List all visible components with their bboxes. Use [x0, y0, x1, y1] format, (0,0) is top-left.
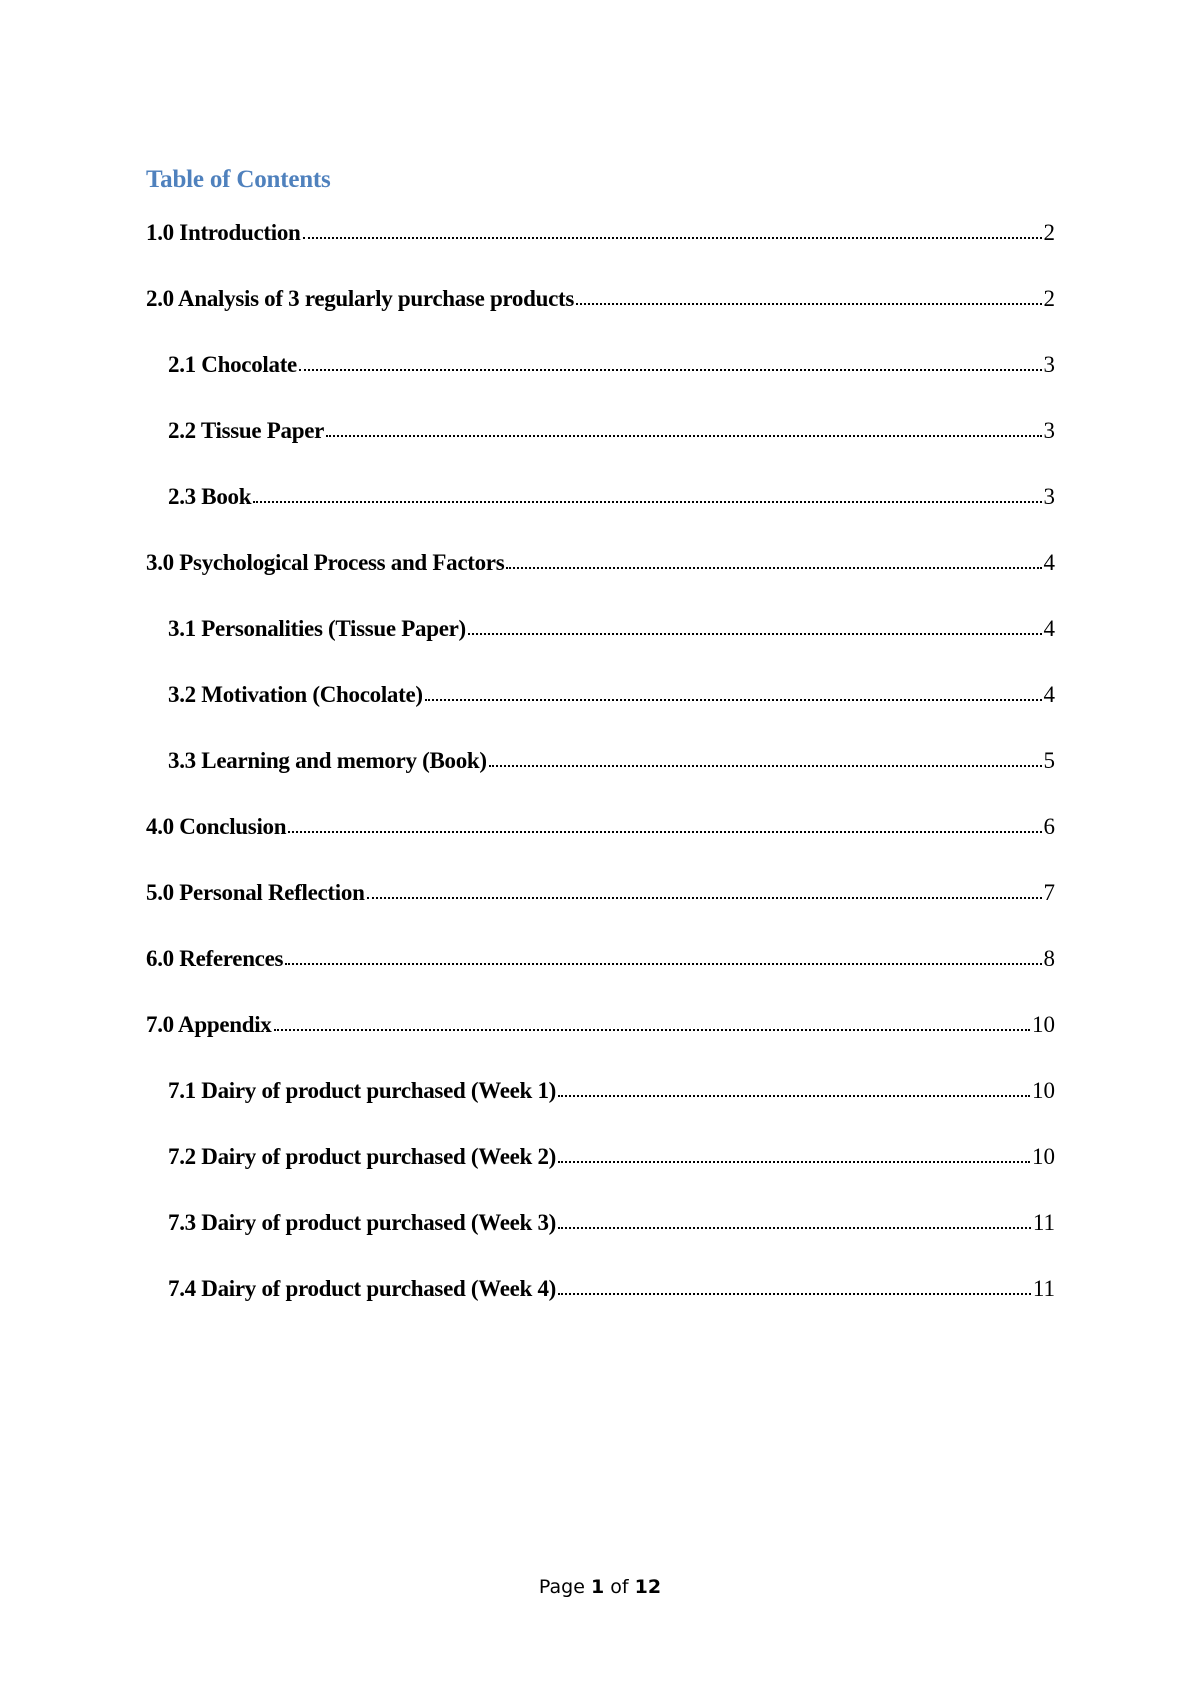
toc-entry-book[interactable] [146, 484, 1055, 550]
toc-dot-leader [285, 946, 1041, 966]
toc-entry-label: 7.4 Dairy of product purchased (Week 4) [168, 1276, 557, 1301]
toc-entry-page: 11 [1032, 1210, 1055, 1235]
toc-dot-leader [558, 1078, 1030, 1098]
toc-entry-tissue-paper[interactable] [146, 418, 1055, 484]
toc-entry-personal-reflection[interactable] [146, 880, 1055, 946]
footer-total-pages: 12 [634, 1576, 662, 1598]
toc-dot-leader [489, 748, 1042, 768]
toc-entry-psychological-process[interactable] [146, 550, 1055, 616]
toc-entry-diary-week-4[interactable] [146, 1276, 1055, 1342]
toc-dot-leader [468, 616, 1042, 636]
toc-entry-diary-week-1[interactable] [146, 1078, 1055, 1144]
toc-dot-leader [274, 1012, 1030, 1032]
toc-entry-page: 10 [1032, 1078, 1055, 1103]
toc-entry-page: 4 [1043, 616, 1055, 641]
toc-entry-page: 3 [1043, 418, 1055, 443]
toc-entry-motivation[interactable] [146, 682, 1055, 748]
toc-entry-chocolate[interactable] [146, 352, 1055, 418]
toc-dot-leader [288, 814, 1041, 834]
toc-entry-page: 3 [1043, 352, 1055, 377]
page-footer [0, 1576, 1200, 1598]
toc-entry-label: 2.2 Tissue Paper [168, 418, 325, 443]
toc-dot-leader [303, 220, 1042, 240]
toc-entry-label: 2.0 Analysis of 3 regularly purchase products [146, 286, 575, 311]
toc-entry-label: 4.0 Conclusion [146, 814, 287, 839]
toc-entry-page: 10 [1032, 1012, 1055, 1037]
toc-entry-label: 2.3 Book [168, 484, 252, 509]
toc-entry-references[interactable] [146, 946, 1055, 1012]
toc-dot-leader [253, 484, 1041, 504]
toc-dot-leader [558, 1144, 1030, 1164]
toc-entry-page: 7 [1043, 880, 1055, 905]
toc-dot-leader [558, 1276, 1031, 1296]
toc-dot-leader [367, 880, 1042, 900]
toc-entry-diary-week-3[interactable] [146, 1210, 1055, 1276]
toc-title: Table of Contents [146, 166, 331, 193]
toc-entry-page: 2 [1043, 286, 1055, 311]
footer-page-prefix: Page [538, 1576, 585, 1598]
toc-entry-label: 7.0 Appendix [146, 1012, 272, 1037]
toc-entry-page: 6 [1043, 814, 1055, 839]
toc-entry-page: 8 [1043, 946, 1055, 971]
toc-entry-label: 6.0 References [146, 946, 284, 971]
toc-dot-leader [506, 550, 1041, 570]
toc-entry-label: 3.2 Motivation (Chocolate) [168, 682, 423, 707]
toc-entry-label: 1.0 Introduction [146, 220, 301, 245]
toc-entry-page: 2 [1043, 220, 1055, 245]
toc-entry-page: 4 [1043, 550, 1055, 575]
toc-dot-leader [576, 286, 1041, 306]
toc-entry-personalities[interactable] [146, 616, 1055, 682]
toc-entry-page: 4 [1043, 682, 1055, 707]
footer-page-separator: of [610, 1576, 629, 1598]
toc-entry-label: 3.1 Personalities (Tissue Paper) [168, 616, 466, 641]
toc-entry-learning-memory[interactable] [146, 748, 1055, 814]
footer-current-page: 1 [590, 1576, 605, 1598]
toc-entry-label: 2.1 Chocolate [168, 352, 297, 377]
toc-entry-label: 3.3 Learning and memory (Book) [168, 748, 487, 773]
toc-entry-page: 3 [1043, 484, 1055, 509]
toc-entry-label: 7.2 Dairy of product purchased (Week 2) [168, 1144, 557, 1169]
toc-entry-appendix[interactable] [146, 1012, 1055, 1078]
toc-entry-diary-week-2[interactable] [146, 1144, 1055, 1210]
toc-entry-analysis[interactable] [146, 286, 1055, 352]
toc-dot-leader [326, 418, 1041, 438]
toc-dot-leader [299, 352, 1042, 372]
toc-entry-label: 7.1 Dairy of product purchased (Week 1) [168, 1078, 557, 1103]
toc-dot-leader [425, 682, 1042, 702]
toc-entry-page: 5 [1043, 748, 1055, 773]
toc-entry-introduction[interactable] [146, 220, 1055, 286]
toc-entry-conclusion[interactable] [146, 814, 1055, 880]
toc-entry-label: 5.0 Personal Reflection [146, 880, 365, 905]
toc-list [146, 220, 1055, 1342]
toc-dot-leader [558, 1210, 1031, 1230]
toc-entry-label: 3.0 Psychological Process and Factors [146, 550, 505, 575]
toc-entry-label: 7.3 Dairy of product purchased (Week 3) [168, 1210, 557, 1235]
toc-entry-page: 11 [1032, 1276, 1055, 1301]
toc-entry-page: 10 [1032, 1144, 1055, 1169]
